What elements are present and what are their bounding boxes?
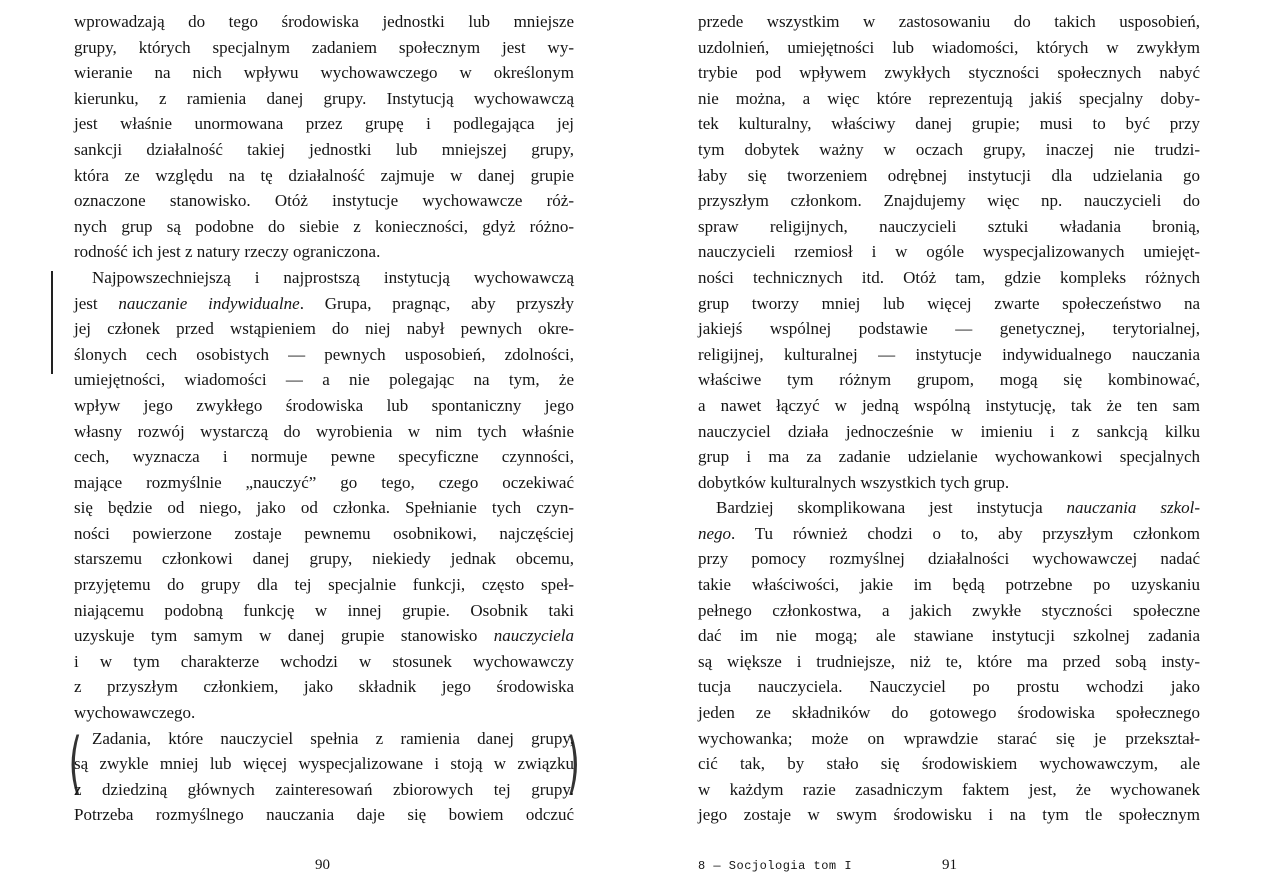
- margin-bracket-right-icon: ): [566, 724, 580, 803]
- text-line: takie właściwości, jakie im będą potrzebne po uzyskaniu: [698, 575, 1200, 595]
- text-line: oznaczone stanowisko. Otóż instytucje wychowawcze róż-: [74, 191, 574, 211]
- text-line: jest właśnie unormowana przez grupę i podlegająca jej: [74, 114, 574, 134]
- text-line: przyjętemu do grupy dla tej specjalnie funkcji, często speł-: [74, 575, 574, 595]
- text-line: jej członek przed wstąpieniem do niej nabył pewnych okre-: [74, 319, 574, 339]
- text-line: nauczyciel działa jednocześnie w imieniu i z sankcją kilku: [698, 421, 1200, 441]
- text-line: Potrzeba rozmyślnego nauczania daje się bowiem odczuć: [74, 805, 574, 825]
- text-line: przy pomocy rozmyślnej działalności wychowawczej nadać: [698, 549, 1200, 569]
- text-line: spraw religijnych, nauczycieli sztuki władania bronią,: [698, 216, 1200, 236]
- text-line: a nawet łączyć w jedną wspólną instytucję, tak że ten sam: [698, 395, 1200, 415]
- text-line: właściwe tym różnym grupom, mogą się kombinować,: [698, 370, 1200, 390]
- text-line: ślonych cech osobistych — pewnych usposobień, zdolności,: [74, 344, 574, 364]
- running-footer: 8 — Socjologia tom I: [698, 859, 853, 873]
- text-line: tek kulturalny, właściwy danej grupie; musi to być przy: [698, 114, 1200, 134]
- margin-annotation-line: [51, 271, 53, 374]
- text-line: są większe i trudniejsze, niż te, które ma przed sobą insty-: [698, 651, 1200, 671]
- text-line: nauczycieli rzemiosł i w ogóle wyspecjalizowanych umiejęt-: [698, 242, 1200, 262]
- text-line: i w tym charakterze wchodzi w stosunek wychowawczy: [74, 651, 574, 671]
- text-line: dobytków kulturalnych wszystkich tych grup.: [698, 472, 1010, 492]
- text-line: wprowadzają do tego środowiska jednostki lub mniejsze: [74, 12, 574, 31]
- text-line: jakiejś wspólnej podstawie — genetycznej, terytorialnej,: [698, 319, 1200, 339]
- text-line: z dziedziną głównych zainteresowań zbiorowych tej grupy.: [74, 779, 574, 799]
- text-line: trybie pod wpływem zwykłych styczności społecznych nabyć: [698, 63, 1200, 83]
- text-line: uzyskuje tym samym w danej grupie stanowisko nauczyciela: [74, 626, 574, 646]
- text-line: niającemu podobną funkcję w innej grupie. Osobnik taki: [74, 600, 574, 620]
- text-line: tym dobytek ważny w oczach grupy, inaczej nie trudzi-: [698, 139, 1200, 159]
- text-line: cić tak, by stało się środowiskiem wychowawczym, ale: [698, 754, 1200, 774]
- text-line: łaby się tworzeniem odrębnej instytucji dla udzielania go: [698, 165, 1200, 185]
- page-number-left: 90: [315, 857, 330, 873]
- text-line: nie można, a więc które reprezentują jakiś specjalny doby-: [698, 88, 1200, 108]
- text-line: są zwykle mniej lub więcej wyspecjalizowane i stoją w związku: [74, 754, 574, 774]
- text-line: wieranie na nich wpływu wychowawczego w określonym: [74, 63, 574, 83]
- text-line: wychowawczego.: [74, 703, 196, 723]
- text-line: wychowanka; może on wprawdzie starać się je przekształ-: [698, 728, 1200, 748]
- text-line: grup i ma za zadanie udzielanie wychowankowi specjalnych: [698, 447, 1200, 467]
- text-line: religijnej, kulturalnej — instytucje indywidualnego nauczania: [698, 344, 1200, 364]
- right-page: [640, 0, 1263, 893]
- text-line: jest nauczanie indywidualne. Grupa, pragnąc, aby przyszły: [74, 293, 574, 313]
- text-line: Bardziej skomplikowana jest instytucja nauczania szkol-: [716, 498, 1200, 518]
- text-line: przyszłym członkom. Znajdujemy więc np. nauczycieli do: [698, 191, 1200, 211]
- text-line: z przyszłym członkiem, jako składnik jego środowiska: [74, 677, 574, 697]
- text-line: w każdym razie zasadniczym faktem jest, że wychowanek: [698, 779, 1200, 799]
- text-line: umiejętności, wiadomości — a nie polegając na tym, że: [74, 370, 574, 390]
- text-line: grup tworzy mniej lub więcej zwarte społeczeństwo na: [698, 293, 1200, 313]
- left-text-column: [74, 9, 574, 828]
- text-line: jego zostaje w swym środowisku i na tym tle społecznym: [698, 805, 1200, 825]
- text-line: tucja nauczyciela. Nauczyciel po prostu wchodzi jako: [698, 677, 1200, 697]
- text-line: starszemu członkowi danej grupy, niekiedy jednak obcemu,: [74, 549, 574, 569]
- text-line: własny rozwój wystarczą do wyrobienia w nim tych właśnie: [74, 421, 574, 441]
- text-line: uzdolnień, umiejętności lub wiadomości, których w zwykłym: [698, 37, 1200, 57]
- text-line: mające rozmyślnie „nauczyć” go tego, czego oczekiwać: [74, 472, 574, 492]
- text-line: Zadania, które nauczyciel spełnia z ramienia danej grupy,: [92, 728, 574, 748]
- text-line: się będzie od niego, jako od członka. Spełnianie tych czyn-: [74, 498, 574, 518]
- page-number-right: 91: [942, 857, 957, 873]
- text-line: rodność ich jest z natury rzeczy ograniczona.: [74, 242, 381, 262]
- text-line: wpływ jego zwykłego środowiska lub spontaniczny jego: [74, 395, 574, 415]
- margin-bracket-left-icon: (: [68, 724, 82, 803]
- right-text-column: [698, 9, 1200, 828]
- text-line: dać im nie mogą; ale stawiane instytucji szkolnej zadania: [698, 626, 1200, 646]
- text-line: jeden ze składników do gotowego środowiska społecznego: [698, 703, 1200, 723]
- text-line: nych grup są podobne do siebie z konieczności, gdyż różno-: [74, 216, 574, 236]
- text-line: ności powierzone zostaje pewnemu osobnikowi, najczęściej: [74, 523, 574, 543]
- text-line: cech, wyznacza i normuje pewne specyficzne czynności,: [74, 447, 574, 467]
- text-line: grupy, których specjalnym zadaniem społecznym jest wy-: [74, 37, 574, 57]
- text-line: sankcji działalność takiej jednostki lub mniejszej grupy,: [74, 139, 574, 159]
- text-line: Najpowszechniejszą i najprostszą instytucją wychowawczą: [92, 267, 574, 287]
- text-line: nego. Tu również chodzi o to, aby przyszłym członkom: [698, 523, 1200, 543]
- text-line: pełnego członkostwa, a jakich zwykłe styczności społeczne: [698, 600, 1200, 620]
- text-line: kierunku, z ramienia danej grupy. Instytucją wychowawczą: [74, 88, 574, 108]
- text-line: która ze względu na tę działalność zajmuje w danej grupie: [74, 165, 574, 185]
- text-line: przede wszystkim w zastosowaniu do takich usposobień,: [698, 12, 1200, 31]
- text-line: ności technicznych itd. Otóż tam, gdzie kompleks różnych: [698, 267, 1200, 287]
